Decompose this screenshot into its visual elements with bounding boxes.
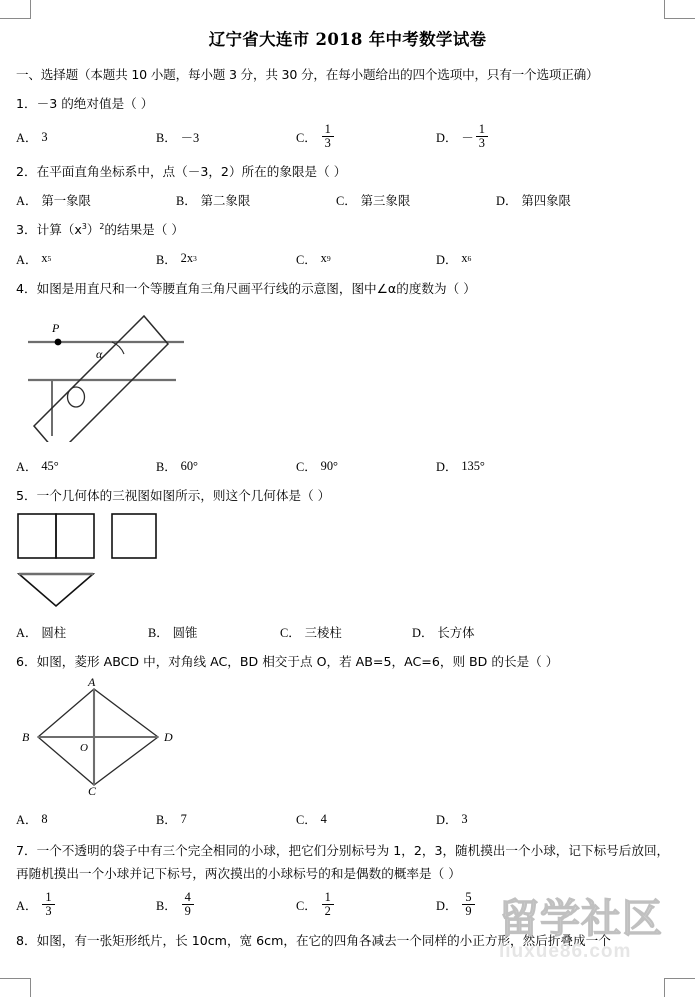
question-4-figure <box>16 302 695 447</box>
option-label: B． <box>156 813 177 828</box>
denominator: 9 <box>182 904 194 918</box>
numerator: 1 <box>478 121 485 136</box>
option-5-d[interactable] <box>412 623 544 641</box>
question-8-text: 8．如图，有一张矩形纸片，长 10cm，宽 6cm，在它的四角各减去一个同样的小正方形，然后折叠成一个 <box>16 932 611 948</box>
fraction-d <box>462 891 474 918</box>
vertex-label-d: D <box>164 730 173 745</box>
option-label: D． <box>412 625 434 640</box>
option-1-d[interactable] <box>436 121 576 151</box>
option-7-a[interactable] <box>16 889 156 919</box>
question-5-options <box>16 623 695 641</box>
rhombus-abcd-diagram <box>16 675 216 795</box>
vertex-label-c: C <box>88 784 97 796</box>
q3-exponent-inner: 3 <box>81 221 87 231</box>
vertex-label-b: B <box>22 730 30 745</box>
question-5-figure <box>16 512 695 613</box>
watermark-subtext: liuxue86.com <box>499 941 632 962</box>
question-7-options <box>16 889 695 919</box>
option-label: A． <box>16 252 38 267</box>
q3-part-b: ） <box>86 222 100 238</box>
option-label: B． <box>156 131 177 146</box>
option-base: x <box>320 251 327 266</box>
option-label: C． <box>296 813 317 828</box>
option-6-d[interactable] <box>436 810 576 828</box>
option-value: 4 <box>320 811 327 826</box>
option-2-c[interactable] <box>336 191 496 209</box>
option-6-a[interactable] <box>16 810 156 828</box>
option-label: A． <box>16 625 38 640</box>
option-4-a[interactable] <box>16 457 156 475</box>
option-4-d[interactable] <box>436 457 576 475</box>
question-5-text: 5．一个几何体的三视图如图所示，则这个几何体是（ ） <box>16 488 331 504</box>
option-label: A． <box>16 460 38 475</box>
question-2-options <box>16 191 695 209</box>
question-3-options <box>16 250 695 268</box>
angle-alpha-label: α <box>96 347 103 362</box>
front-view-left-square <box>18 514 56 558</box>
option-value: 长方体 <box>437 625 475 640</box>
option-value: 圆柱 <box>41 625 67 640</box>
watermark-text: 留学社区 <box>499 896 663 942</box>
option-label: C． <box>296 252 317 267</box>
fraction-b <box>182 891 194 918</box>
center-label-o: O <box>80 742 88 755</box>
point-p-label: P <box>52 321 60 336</box>
option-3-b[interactable] <box>156 250 296 268</box>
option-1-b[interactable] <box>156 124 296 151</box>
numerator: 4 <box>184 889 191 904</box>
option-value: 圆锥 <box>172 625 198 640</box>
option-7-c[interactable] <box>296 889 436 919</box>
crop-mark-bottom-left <box>0 978 31 997</box>
option-4-b[interactable] <box>156 457 296 475</box>
minus-sign: － <box>461 131 474 146</box>
option-5-a[interactable] <box>16 623 148 641</box>
option-label: D． <box>436 460 458 475</box>
angle-alpha-arc <box>112 342 124 354</box>
option-base: x <box>41 251 48 266</box>
option-label: D． <box>436 813 458 828</box>
option-label: D． <box>436 131 458 146</box>
fraction-one-third <box>322 123 334 150</box>
option-6-b[interactable] <box>156 810 296 828</box>
q3-part-c: 的结果是（ ） <box>104 222 184 238</box>
option-3-c[interactable] <box>296 250 436 268</box>
crop-mark-top-left <box>0 0 31 19</box>
option-value: 45° <box>41 458 59 473</box>
option-label: A． <box>16 194 38 209</box>
option-label: A． <box>16 131 38 146</box>
option-label: B． <box>156 460 177 475</box>
option-2-a[interactable] <box>16 191 176 209</box>
option-7-b[interactable] <box>156 889 296 919</box>
question-4-options <box>16 457 695 475</box>
option-base: 2x <box>180 251 194 266</box>
point-p-dot <box>55 339 62 346</box>
option-value: 135° <box>461 458 485 473</box>
option-label: D． <box>436 252 458 267</box>
option-exponent: 3 <box>193 254 197 264</box>
front-view-right-square <box>56 514 94 558</box>
option-value: 第四象限 <box>521 194 571 209</box>
option-value: 第三象限 <box>360 194 411 209</box>
option-value: 3 <box>41 129 48 144</box>
denominator: 3 <box>322 136 334 150</box>
option-label: A． <box>16 813 38 828</box>
question-1-text: 1．－3 的绝对值是（ ） <box>16 96 154 111</box>
option-label: C． <box>336 194 357 209</box>
question-6-figure <box>16 675 695 800</box>
top-view-triangle <box>19 574 93 606</box>
option-value: 90° <box>320 458 339 473</box>
parallel-lines-ruler-diagram <box>16 302 256 442</box>
numerator: 5 <box>465 889 472 904</box>
option-value: 三棱柱 <box>304 625 342 640</box>
denominator: 9 <box>462 904 474 918</box>
question-6-options <box>16 810 695 828</box>
denominator: 3 <box>476 136 488 150</box>
crop-mark-top-right <box>664 0 695 19</box>
side-view-square <box>112 514 156 558</box>
option-label: B． <box>148 625 169 640</box>
option-value: 60° <box>180 458 199 473</box>
option-value: 8 <box>41 811 48 826</box>
option-value: 7 <box>180 811 187 826</box>
q3-part-a: 3．计算（x <box>16 222 82 238</box>
option-label: C． <box>280 625 301 640</box>
option-5-c[interactable] <box>280 623 412 641</box>
fraction-neg-one-third <box>476 123 488 150</box>
option-label: C． <box>296 460 317 475</box>
option-exponent: 9 <box>326 254 331 264</box>
question-3-text <box>16 220 695 240</box>
page-title: 辽宁省大连市 2018 年中考数学试卷 <box>208 30 487 49</box>
option-5-b[interactable] <box>148 623 280 641</box>
question-2-text: 2．在平面直角坐标系中，点（－3，2）所在的象限是（ ） <box>16 163 347 179</box>
option-label: C． <box>296 131 317 146</box>
option-6-c[interactable] <box>296 810 436 828</box>
crop-mark-bottom-right <box>664 978 695 997</box>
option-1-a[interactable] <box>16 124 156 151</box>
three-view-projection-diagram <box>16 512 216 608</box>
option-3-d[interactable] <box>436 250 576 268</box>
fraction-a <box>42 891 54 918</box>
option-base: x <box>461 251 468 266</box>
option-value: －3 <box>180 131 200 146</box>
option-label: B． <box>176 194 197 209</box>
option-2-b[interactable] <box>176 191 336 209</box>
option-2-d[interactable] <box>496 191 656 209</box>
option-label: B． <box>156 252 177 267</box>
question-4-text: 4．如图是用直尺和一个等腰直角三角尺画平行线的示意图，图中∠α的度数为（ ） <box>16 280 476 296</box>
option-1-c[interactable] <box>296 121 436 151</box>
option-label: D． <box>496 194 518 209</box>
option-exponent: 6 <box>467 254 472 264</box>
option-label: C． <box>296 899 317 914</box>
q3-exponent-outer: 2 <box>99 221 105 231</box>
section-heading: 一、选择题（本题共 10 小题，每小题 3 分，共 30 分，在每小题给出的四个选项中，只有一个选项正确） <box>16 67 599 82</box>
question-6-text: 6．如图，菱形 ABCD 中，对角线 AC，BD 相交于点 O，若 AB=5，AC=6，则 BD 的长是（ ） <box>16 653 559 669</box>
option-3-a[interactable] <box>16 250 156 268</box>
option-7-d[interactable] <box>436 889 576 919</box>
option-label: D． <box>436 899 458 914</box>
option-value: 第一象限 <box>41 194 91 209</box>
option-label: B． <box>156 899 177 914</box>
numerator: 1 <box>45 889 52 904</box>
fraction-c <box>322 891 334 918</box>
option-value: 第二象限 <box>200 194 251 209</box>
numerator: 1 <box>324 889 331 904</box>
option-4-c[interactable] <box>296 457 436 475</box>
vertex-label-a: A <box>88 675 96 690</box>
option-label: A． <box>16 899 38 914</box>
denominator: 3 <box>42 904 54 918</box>
question-7-text: 7．一个不透明的袋子中有三个完全相同的小球，把它们分别标号为 1，2，3，随机摸出一个小球，记下标号后放回，再随机摸出一个小球并记下标号，两次摸出的小球标号的和是偶数的概率是（ ） <box>16 843 670 882</box>
numerator: 1 <box>324 121 331 136</box>
option-value: 3 <box>461 811 468 826</box>
ruler-knob-circle <box>68 387 85 407</box>
question-1-options <box>16 121 695 151</box>
denominator: 2 <box>322 904 334 918</box>
option-exponent: 5 <box>47 254 52 264</box>
